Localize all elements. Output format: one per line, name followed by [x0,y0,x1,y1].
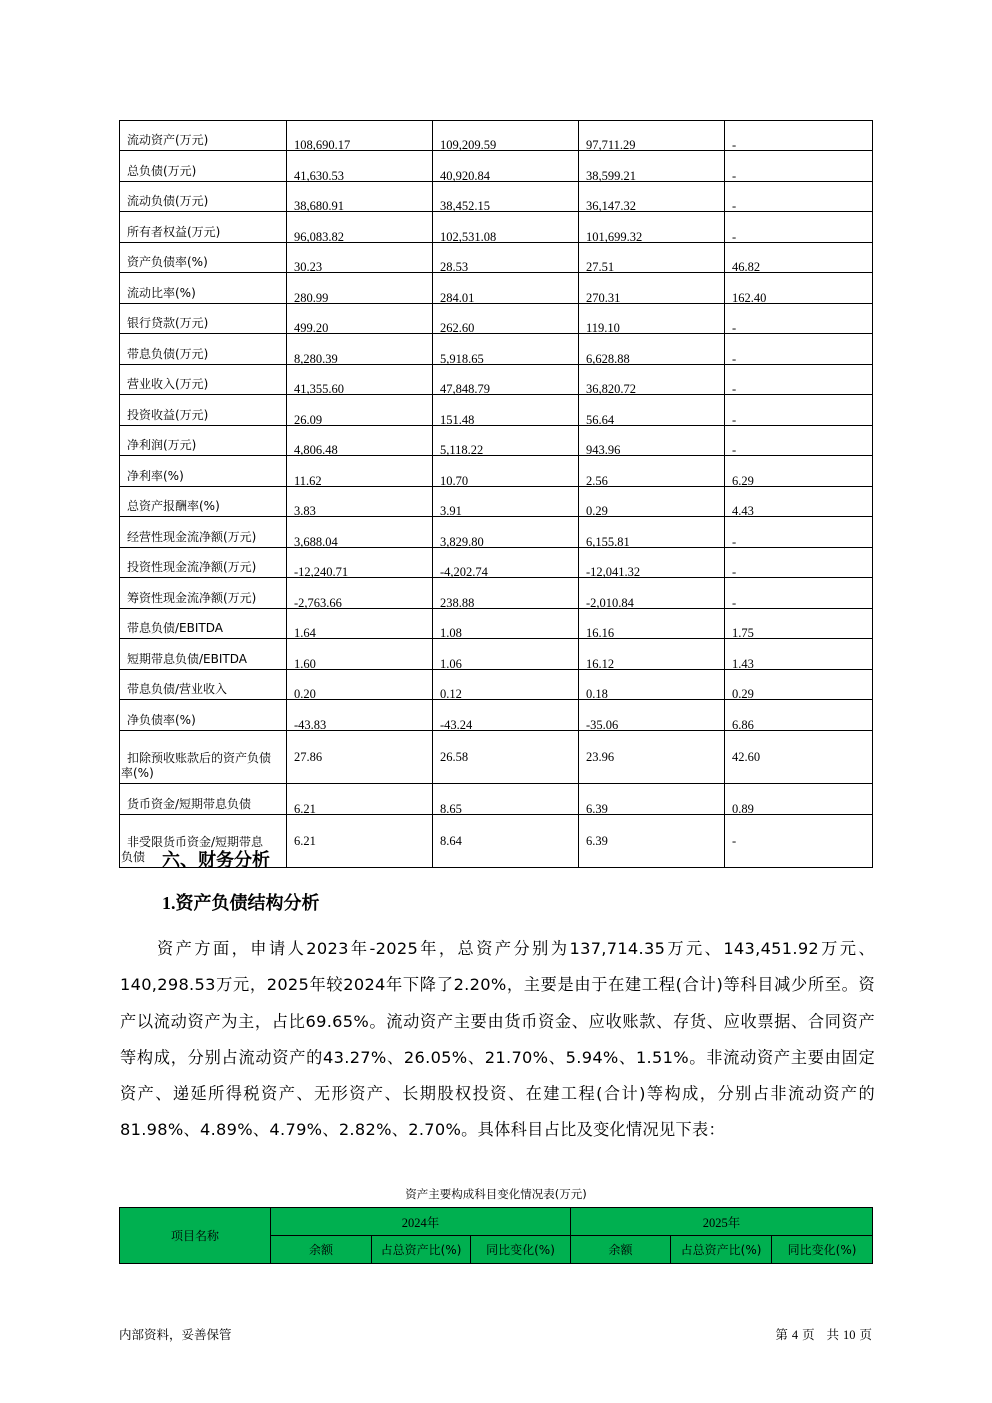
metric-value-text: 30.23 [294,260,323,274]
share-header-2024: 占总资产比(%) [372,1236,471,1264]
metric-value-v2023 [287,212,433,243]
metric-value-text: 0.12 [440,687,462,701]
metric-value-text: - [732,321,737,335]
metric-value-v2024 [433,517,579,548]
metric-value-v2023 [287,395,433,426]
metric-value-text: -2,763.66 [294,596,342,610]
metric-value-v2023 [287,365,433,395]
metric-value-industry [725,212,873,243]
metric-label: 带息负债/营业收入 [120,670,287,700]
metric-label: 经营性现金流净额(万元) [120,517,287,548]
metric-value-v2024 [433,670,579,700]
metric-value-v2024 [433,578,579,609]
metric-value-v2025 [579,639,725,670]
metric-value-v2024 [433,395,579,426]
metric-label-line2: 负债 [121,850,146,864]
metric-value-text: -12,041.32 [586,565,641,579]
table-header-row [120,1208,873,1236]
metric-value-v2025 [579,609,725,639]
metric-value-v2023 [287,334,433,365]
metric-value-v2025 [579,243,725,273]
metric-value-v2025 [579,395,725,426]
metric-value-industry [725,639,873,670]
metric-value-text: 109,209.59 [440,138,497,152]
metric-label: 银行贷款(万元) [120,304,287,334]
metric-value-industry [725,670,873,700]
metric-value-text: 56.64 [586,413,615,427]
metric-value-industry [725,151,873,182]
metric-label-line1: 非受限货币资金/短期带息 [127,835,264,849]
metric-label: 投资收益(万元) [120,395,287,426]
metric-value-industry [725,609,873,639]
metric-value-text: 119.10 [586,321,620,335]
metric-label: 短期带息负债/EBITDA [120,639,287,670]
metric-value-v2025 [579,517,725,548]
metric-value-v2023 [287,151,433,182]
metric-label: 投资性现金流净额(万元) [120,548,287,578]
asset-analysis-paragraph: 资产方面，申请人2023年-2025年，总资产分别为137,714.35万元、143,451.92万元、140,298.53万元，2025年较2024年下降了2.20%，主要是由于在建工程(合计)等科目减少所至。资产以流动资产为主，占比69.65%。流动资产主要由货币资金、应收账款、存货、应收票据、合同资产等构成，分别占流动资产的43.27%、26.05%、21.70%、5.94%、1.51%。非流动资产主要由固定资产、递延所得税资产、无形资产、长期股权投资、在建工程(合计)等构成，分别占非流动资产的81.98%、4.89%、4.79%、2.82%、2.70%。具体科目占比及变化情况见下表： [120,939,875,1140]
metrics-row [120,304,873,334]
metric-value-text: 1.06 [440,657,462,671]
metric-value-text: 38,599.21 [586,169,636,183]
metric-value-text: 262.60 [440,321,475,335]
metric-value-text: 3.91 [440,504,462,518]
metric-value-text: 11.62 [294,474,322,488]
metric-value-text: 8.65 [440,802,462,816]
metric-value-v2023 [287,304,433,334]
metric-value-industry [725,243,873,273]
metric-value-text: 943.96 [586,443,621,457]
metric-value-v2024 [433,548,579,578]
metric-value-v2023 [287,121,433,151]
metric-value-text: 42.60 [732,749,761,764]
metric-value-text: 96,083.82 [294,230,344,244]
metric-value-industry [725,700,873,731]
metric-value-v2023 [287,182,433,212]
metric-value-industry [725,273,873,304]
metric-value-v2024 [433,609,579,639]
metric-value-v2025 [579,548,725,578]
metric-value-text: 1.43 [732,657,754,671]
metric-value-text: - [732,443,737,457]
metrics-row [120,456,873,487]
metric-value-v2025 [579,731,725,784]
section-heading: 六、财务分析 [162,850,270,871]
metric-value-text: 280.99 [294,291,329,305]
metric-value-text: -2,010.84 [586,596,634,610]
metric-value-text: 38,680.91 [294,199,344,213]
metric-value-text: 8.64 [440,833,462,848]
metric-value-text: 1.64 [294,626,316,640]
metrics-row [120,365,873,395]
metric-value-text: 38,452.15 [440,199,490,213]
metric-value-industry [725,456,873,487]
metric-value-text: 102,531.08 [440,230,497,244]
metrics-row [120,395,873,426]
metrics-row [120,609,873,639]
metric-value-v2023 [287,731,433,784]
metric-label: 总负债(万元) [120,151,287,182]
metrics-row [120,670,873,700]
metric-value-text: 270.31 [586,291,621,305]
metric-label: 流动比率(%) [120,273,287,304]
metric-value-industry [725,304,873,334]
asset-composition-table [119,1207,873,1264]
metric-value-v2025 [579,456,725,487]
metric-value-v2023 [287,700,433,731]
metrics-row [120,151,873,182]
metric-value-text: 284.01 [440,291,475,305]
metric-value-text: 41,355.60 [294,382,344,396]
metric-value-v2025 [579,487,725,517]
metric-value-industry [725,334,873,365]
metric-value-v2023 [287,670,433,700]
metric-value-v2023 [287,487,433,517]
metric-value-text: 36,147.32 [586,199,636,213]
balance-header-2024: 余额 [271,1236,372,1264]
metric-value-text: - [732,565,737,579]
metric-value-text: 0.89 [732,802,754,816]
metric-value-v2025 [579,273,725,304]
metric-value-v2024 [433,815,579,868]
metric-value-v2025 [579,151,725,182]
change-header-2025: 同比变化(%) [772,1236,873,1264]
metric-label: 流动资产(万元) [120,121,287,151]
metric-label [120,731,287,784]
metric-value-v2023 [287,426,433,456]
metric-value-industry [725,395,873,426]
metric-value-industry [725,487,873,517]
metric-value-text: 36,820.72 [586,382,636,396]
metric-value-text: 151.48 [440,413,475,427]
metric-value-text: 8,280.39 [294,352,338,366]
year-header-2025: 2025年 [571,1208,873,1236]
metric-value-text: 3,829.80 [440,535,484,549]
footer-page-number [775,1325,872,1343]
metric-value-text: 16.16 [586,626,615,640]
total-suffix: 页 [859,1327,872,1342]
metric-value-v2025 [579,784,725,815]
metric-label-line2: 率(%) [121,766,154,780]
metrics-row [120,182,873,212]
metrics-row [120,731,873,784]
metric-value-text: 162.40 [732,291,767,305]
metric-value-v2025 [579,365,725,395]
metric-value-v2025 [579,334,725,365]
metric-label: 所有者权益(万元) [120,212,287,243]
total-pages: 10 [843,1328,856,1342]
metrics-row [120,212,873,243]
metric-value-industry [725,121,873,151]
metrics-row [120,517,873,548]
metric-value-v2023 [287,517,433,548]
metric-value-text: 3.83 [294,504,316,518]
metric-value-v2023 [287,639,433,670]
metric-value-text: - [732,382,737,396]
metric-value-text: - [732,535,737,549]
metric-value-v2023 [287,578,433,609]
metric-value-text: 0.18 [586,687,608,701]
metric-label-line1: 扣除预收账款后的资产负债 [127,751,272,765]
metric-label: 资产负债率(%) [120,243,287,273]
metrics-row [120,426,873,456]
metric-value-text: 6,155.81 [586,535,630,549]
share-header-2025: 占总资产比(%) [671,1236,772,1264]
metric-value-text: 4,806.48 [294,443,338,457]
metric-label: 净利润(万元) [120,426,287,456]
metric-value-text: 6,628.88 [586,352,630,366]
metric-value-v2024 [433,784,579,815]
metric-value-text: -12,240.71 [294,565,349,579]
metric-value-v2024 [433,700,579,731]
metric-value-v2024 [433,212,579,243]
metric-value-v2023 [287,815,433,868]
total-prefix: 共 [826,1327,840,1342]
metric-value-v2025 [579,426,725,456]
metric-value-text: - [732,596,737,610]
subsection-number: 1. [162,893,176,913]
metrics-row [120,548,873,578]
metrics-row [120,121,873,151]
metric-value-text: 28.53 [440,260,469,274]
footer-confidential-note: 内部资料，妥善保管 [119,1327,232,1342]
metric-value-text: 2.56 [586,474,608,488]
metric-value-text: 1.08 [440,626,462,640]
metric-label: 货币资金/短期带息负债 [120,784,287,815]
metric-value-v2024 [433,731,579,784]
metric-value-text: -35.06 [586,718,619,732]
metric-value-text: 40,920.84 [440,169,490,183]
metric-value-v2024 [433,456,579,487]
metric-value-text: 23.96 [586,749,615,764]
metric-label: 筹资性现金流净额(万元) [120,578,287,609]
metrics-row [120,784,873,815]
metric-value-text: 27.86 [294,749,323,764]
metric-value-v2024 [433,426,579,456]
metric-value-v2023 [287,784,433,815]
metric-value-v2023 [287,609,433,639]
metric-label: 净利率(%) [120,456,287,487]
subsection-heading [162,889,320,915]
metric-value-v2025 [579,578,725,609]
metric-value-v2025 [579,815,725,868]
metric-value-text: -43.24 [440,718,473,732]
metric-value-text: 101,699.32 [586,230,643,244]
metric-value-v2024 [433,334,579,365]
metric-value-text: 0.20 [294,687,316,701]
metric-value-text: 1.60 [294,657,316,671]
metric-value-v2023 [287,243,433,273]
year-header-2024: 2024年 [271,1208,571,1236]
metric-value-text: 4.43 [732,504,754,518]
metric-value-industry [725,731,873,784]
metric-value-v2024 [433,273,579,304]
metric-label: 净负债率(%) [120,700,287,731]
metrics-row [120,487,873,517]
metric-value-industry [725,578,873,609]
metric-value-text: 6.21 [294,802,316,816]
metric-value-v2023 [287,548,433,578]
metric-value-text: - [732,199,737,213]
table-caption: 资产主要构成科目变化情况表(万元) [405,1187,587,1201]
metric-value-text: 97,711.29 [586,138,636,152]
metric-value-text: 16.12 [586,657,615,671]
metric-value-industry [725,517,873,548]
metric-label: 流动负债(万元) [120,182,287,212]
metric-value-text: 6.39 [586,802,608,816]
metric-value-text: - [732,352,737,366]
metric-value-v2024 [433,639,579,670]
metric-value-text: - [732,413,737,427]
subsection-title: 资产负债结构分析 [175,893,320,914]
balance-header-2025: 余额 [571,1236,671,1264]
metric-value-v2025 [579,212,725,243]
metric-label: 营业收入(万元) [120,365,287,395]
change-header-2024: 同比变化(%) [471,1236,571,1264]
metric-value-text: 26.09 [294,413,323,427]
metric-value-v2024 [433,487,579,517]
metric-value-v2024 [433,365,579,395]
metric-value-v2025 [579,670,725,700]
metric-value-text: 108,690.17 [294,138,351,152]
metric-value-v2025 [579,182,725,212]
metric-value-text: 499.20 [294,321,329,335]
metric-value-industry [725,815,873,868]
metric-value-v2024 [433,121,579,151]
metric-value-v2025 [579,304,725,334]
metric-value-text: 1.75 [732,626,754,640]
metric-value-text: 5,118.22 [440,443,484,457]
metric-value-v2024 [433,151,579,182]
metric-value-text: 0.29 [732,687,754,701]
metric-value-text: -4,202.74 [440,565,488,579]
metrics-row [120,700,873,731]
metric-value-v2023 [287,273,433,304]
metric-value-text: 6.39 [586,833,608,848]
metric-value-text: 6.86 [732,718,754,732]
metric-value-text: 5,918.65 [440,352,484,366]
metric-value-text: - [732,230,737,244]
metric-value-industry [725,784,873,815]
page-middle: 页 [802,1327,815,1342]
metrics-row [120,243,873,273]
metric-value-text: 47,848.79 [440,382,490,396]
metric-value-text: - [732,833,737,848]
metric-label: 总资产报酬率(%) [120,487,287,517]
metric-value-text: 6.29 [732,474,754,488]
metric-value-text: 238.88 [440,596,475,610]
page-number: 4 [791,1328,799,1342]
metric-value-industry [725,548,873,578]
item-name-header: 项目名称 [120,1208,271,1264]
metrics-row [120,578,873,609]
metric-value-text: - [732,169,737,183]
metric-value-text: -43.83 [294,718,327,732]
metric-value-text: 26.58 [440,749,469,764]
metric-value-industry [725,182,873,212]
metric-value-text: 27.51 [586,260,615,274]
metric-label: 带息负债/EBITDA [120,609,287,639]
metric-value-v2024 [433,243,579,273]
metric-value-v2023 [287,456,433,487]
page-prefix: 第 [775,1327,788,1342]
metric-value-v2025 [579,121,725,151]
metric-value-industry [725,365,873,395]
metrics-row [120,334,873,365]
metric-value-text: 41,630.53 [294,169,344,183]
metric-label: 带息负债(万元) [120,334,287,365]
metric-value-v2024 [433,304,579,334]
metrics-row [120,273,873,304]
metric-value-v2024 [433,182,579,212]
metric-value-industry [725,426,873,456]
financial-metrics-table [119,120,873,868]
metrics-row [120,639,873,670]
metric-value-v2025 [579,700,725,731]
metric-value-text: 6.21 [294,833,316,848]
metric-value-text: 46.82 [732,260,761,274]
metric-value-text: 3,688.04 [294,535,338,549]
metric-value-text: - [732,138,737,152]
metric-value-text: 0.29 [586,504,608,518]
metric-value-text: 10.70 [440,474,469,488]
